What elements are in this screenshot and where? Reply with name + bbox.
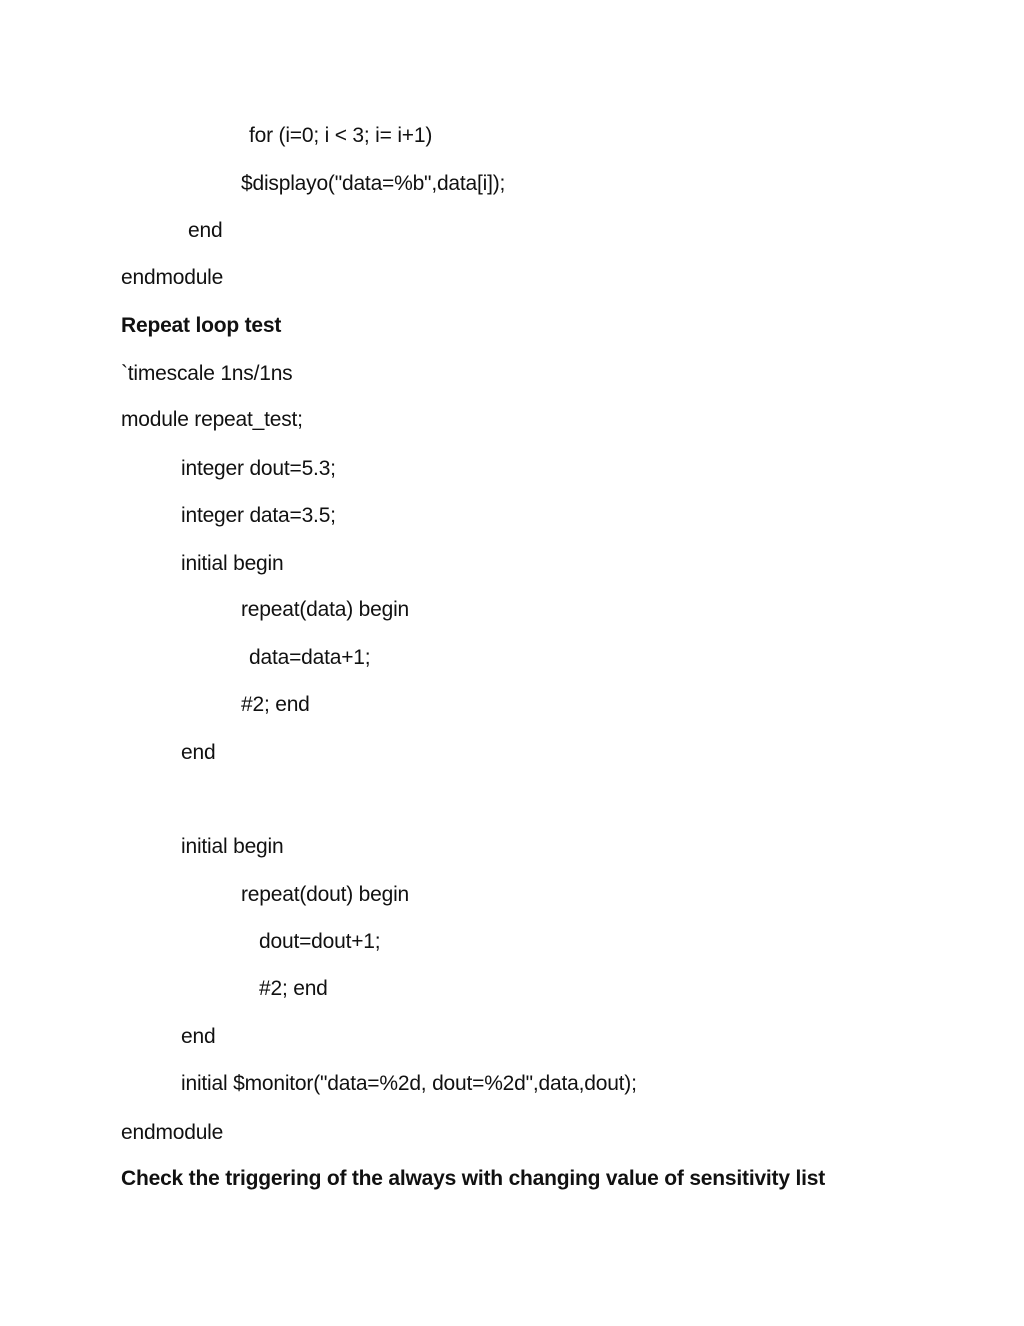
code-line: integer dout=5.3; <box>181 457 336 480</box>
code-line: #2; end <box>259 977 328 1000</box>
code-line: repeat(dout) begin <box>241 883 410 906</box>
code-line: initial begin <box>181 835 284 858</box>
code-line: data=data+1; <box>249 646 371 669</box>
code-line: end <box>181 741 216 764</box>
code-line: end <box>181 1025 216 1048</box>
code-line: endmodule <box>121 1121 224 1144</box>
code-line: repeat(data) begin <box>241 598 410 621</box>
code-line: for (i=0; i < 3; i= i+1) <box>249 124 433 147</box>
code-line: `timescale 1ns/1ns <box>121 362 293 385</box>
code-line: dout=dout+1; <box>259 930 381 953</box>
code-line: end <box>188 219 223 242</box>
section-heading: Repeat loop test <box>121 314 282 337</box>
code-line: $displayo("data=%b",data[i]); <box>241 172 506 195</box>
code-line: #2; end <box>241 693 310 716</box>
code-line: initial $monitor("data=%2d, dout=%2d",data,dout); <box>181 1072 637 1095</box>
code-line: integer data=3.5; <box>181 504 336 527</box>
code-line: initial begin <box>181 552 284 575</box>
code-line: module repeat_test; <box>121 408 303 431</box>
section-heading: Check the triggering of the always with changing value of sensitivity list <box>121 1167 826 1190</box>
code-line: endmodule <box>121 266 224 289</box>
